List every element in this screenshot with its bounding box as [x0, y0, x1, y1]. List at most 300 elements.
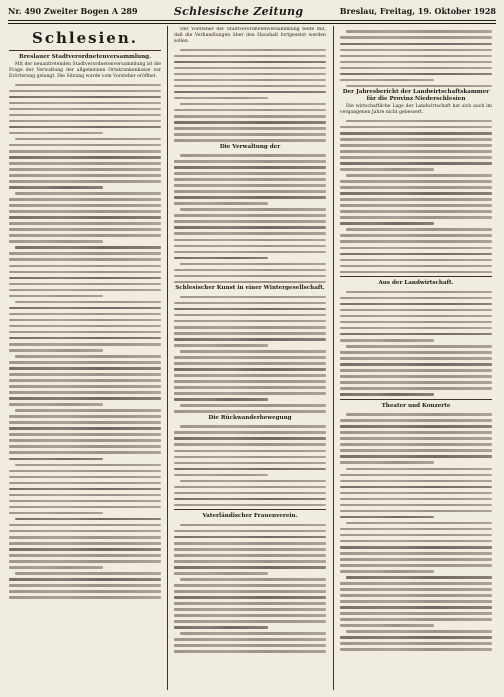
text-line: [174, 344, 268, 347]
text-line: [340, 259, 492, 262]
text-line: [340, 204, 492, 207]
text-line: [174, 530, 326, 533]
text-line: [9, 198, 161, 201]
text-line: [9, 566, 103, 569]
text-line: [9, 578, 161, 581]
text-line: [174, 542, 326, 545]
text-line: [340, 528, 492, 531]
text-line: [180, 296, 326, 299]
text-line: [340, 480, 492, 483]
text-line: [9, 132, 103, 135]
text-line: [174, 468, 326, 471]
text-line: [174, 214, 326, 217]
text-line: [340, 327, 492, 330]
text-line: [174, 443, 326, 446]
text-line: [15, 138, 161, 141]
text-line: [340, 606, 492, 609]
text-line: [340, 144, 492, 147]
text-line: [174, 202, 268, 205]
text-line: [340, 443, 492, 446]
text-line: [180, 632, 326, 635]
column-left: [9, 27, 161, 689]
text-line: [9, 102, 161, 105]
newspaper-title: Schlesische Zeitung: [173, 4, 304, 18]
article-body: [174, 524, 326, 653]
text-line: [340, 351, 492, 354]
article-body: [174, 425, 326, 506]
text-line: [9, 590, 161, 593]
article-lead: Die wirtschaftliche Lage der Landwirtschaft hat sich auch im vergangenen Jahre nicht gebessert.: [340, 104, 492, 116]
text-line: [9, 337, 161, 340]
text-line: [9, 488, 161, 491]
text-line: [9, 506, 161, 509]
text-line: [9, 470, 161, 473]
text-line: [9, 397, 161, 400]
text-line: [174, 392, 326, 395]
text-line: [9, 90, 161, 93]
text-line: [340, 437, 492, 440]
text-line: [9, 458, 103, 461]
text-line: [340, 381, 492, 384]
text-line: [9, 325, 161, 328]
text-line: [9, 222, 161, 225]
text-line: [340, 339, 434, 342]
text-line: [174, 139, 326, 142]
text-line: [340, 425, 492, 428]
text-line: [174, 450, 326, 453]
article-body: [9, 84, 161, 599]
divider: [340, 399, 492, 400]
text-line: [340, 552, 492, 555]
text-line: [174, 332, 326, 335]
text-line: [340, 387, 492, 390]
text-line: [174, 374, 326, 377]
text-line: [340, 486, 492, 489]
text-line: [174, 302, 326, 305]
text-line: [340, 642, 492, 645]
text-line: [9, 108, 161, 111]
text-line: [174, 356, 326, 359]
text-line: [9, 524, 161, 527]
text-line: [174, 172, 326, 175]
text-line: [340, 198, 492, 201]
text-line: [9, 204, 161, 207]
text-line: [180, 425, 326, 428]
text-line: [174, 437, 326, 440]
article-heading: Der Jahresbericht der Landwirtschaftskammer für die Provinz Niederschlesien: [342, 89, 490, 103]
text-line: [9, 542, 161, 545]
text-line: [9, 319, 161, 322]
text-line: [9, 500, 161, 503]
text-line: [174, 608, 326, 611]
text-line: [9, 289, 161, 292]
text-line: [340, 168, 434, 171]
text-line: [174, 380, 326, 383]
text-line: [340, 431, 492, 434]
text-line: [174, 584, 326, 587]
text-line: [340, 455, 492, 458]
text-line: [340, 369, 492, 372]
text-line: [340, 558, 492, 561]
article-body: [340, 291, 492, 396]
article-heading: Theater und Konzerte: [381, 402, 451, 409]
text-line: [9, 403, 103, 406]
text-line: [174, 97, 268, 100]
text-line: [340, 540, 492, 543]
text-line: [9, 271, 161, 274]
text-line: [180, 263, 326, 266]
text-line: [174, 55, 326, 58]
text-line: [180, 49, 326, 52]
text-line: [346, 630, 492, 633]
text-line: [340, 363, 492, 366]
article-heading: Schlesischer Kunst in einer Wintergesellschaft.: [175, 285, 325, 292]
text-line: [174, 386, 326, 389]
text-line: [174, 368, 326, 371]
text-line: [174, 560, 326, 563]
text-line: [340, 79, 434, 82]
text-line: [340, 265, 492, 268]
article-body: [174, 49, 326, 142]
text-line: [340, 138, 492, 141]
text-line: [340, 156, 492, 159]
text-line: [346, 174, 492, 177]
text-line: [174, 504, 326, 507]
article-body: [340, 120, 492, 273]
text-line: [346, 468, 492, 471]
text-line: [174, 269, 326, 272]
text-line: [340, 534, 492, 537]
text-line: [9, 162, 161, 165]
text-line: [9, 216, 161, 219]
text-line: [9, 313, 161, 316]
column-right: [340, 27, 492, 689]
divider: [340, 276, 492, 277]
text-line: [174, 320, 326, 323]
masthead: [8, 3, 496, 19]
text-line: [9, 283, 161, 286]
issue-date: Breslau, Freitag, 19. Oktober 1928: [339, 6, 496, 16]
text-line: [174, 536, 326, 539]
text-line: [346, 576, 492, 579]
text-line: [174, 602, 326, 605]
text-line: [174, 590, 326, 593]
text-line: [9, 156, 161, 159]
text-line: [9, 186, 103, 189]
text-line: [180, 103, 326, 106]
text-line: [9, 277, 161, 280]
text-line: [174, 127, 326, 130]
text-line: [340, 309, 492, 312]
text-line: [346, 85, 492, 88]
text-line: [174, 596, 326, 599]
text-line: [174, 220, 326, 223]
text-line: [340, 504, 492, 507]
text-line: [340, 240, 492, 243]
text-line: [340, 234, 492, 237]
text-line: [9, 228, 161, 231]
text-line: [340, 132, 492, 135]
text-line: [340, 594, 492, 597]
text-line: [15, 246, 161, 249]
text-line: [174, 620, 326, 623]
text-line: [9, 144, 161, 147]
text-line: [174, 178, 326, 181]
text-line: [340, 49, 492, 52]
text-line: [340, 648, 492, 651]
text-line: [340, 516, 434, 519]
text-line: [9, 439, 161, 442]
text-line: [9, 494, 161, 497]
column-divider: [167, 26, 168, 690]
text-line: [9, 536, 161, 539]
text-line: [174, 614, 326, 617]
text-line: [15, 301, 161, 304]
text-line: [9, 482, 161, 485]
text-line: [9, 433, 161, 436]
text-line: [340, 186, 492, 189]
text-line: [9, 427, 161, 430]
text-line: [346, 522, 492, 525]
text-line: [174, 626, 268, 629]
masthead-rule: [8, 20, 496, 21]
text-line: [174, 257, 268, 260]
text-line: [9, 554, 161, 557]
text-line: [340, 247, 492, 250]
text-line: [340, 192, 492, 195]
text-line: [174, 160, 326, 163]
article-body: [340, 30, 492, 87]
text-line: [9, 512, 103, 515]
text-line: [340, 510, 492, 513]
text-line: [174, 73, 326, 76]
column-middle: [174, 27, 326, 689]
article-heading: Die Rückwanderbewegung: [208, 414, 292, 421]
text-line: [346, 291, 492, 294]
text-line: [174, 498, 326, 501]
text-line: [9, 530, 161, 533]
text-line: [340, 297, 492, 300]
article-body: [340, 413, 492, 651]
text-line: [340, 321, 492, 324]
text-line: [180, 350, 326, 353]
text-line: [9, 210, 161, 213]
text-line: [340, 419, 492, 422]
text-line: [9, 373, 161, 376]
text-line: [9, 295, 103, 298]
text-line: [9, 307, 161, 310]
text-line: [9, 331, 161, 334]
text-line: [340, 210, 492, 213]
text-line: [340, 216, 492, 219]
text-line: [340, 271, 492, 274]
text-line: [9, 584, 161, 587]
text-line: [340, 73, 492, 76]
text-line: [174, 314, 326, 317]
text-line: [174, 474, 268, 477]
text-line: [174, 572, 268, 575]
text-line: [9, 445, 161, 448]
text-line: [340, 36, 492, 39]
article-heading: Vaterländischer Frauenverein.: [202, 513, 298, 520]
text-line: [346, 413, 492, 416]
text-line: [174, 275, 326, 278]
text-line: [9, 258, 161, 261]
text-line: [9, 180, 161, 183]
text-line: [174, 115, 326, 118]
text-line: [174, 281, 326, 284]
article-lead: Mit der neuantretenden Stadtverordnetenversammlung ist die Frage der Verwaltung der allgemeinen Ortskrankenkasse zur Erörterung gelangt. Die Sitzung wurde vom Vorsteher eröffnet.: [9, 62, 161, 80]
text-line: [340, 393, 434, 396]
text-line: [174, 566, 326, 569]
text-line: [180, 524, 326, 527]
text-line: [9, 126, 161, 129]
text-line: [9, 548, 161, 551]
text-line: [174, 85, 326, 88]
text-line: [9, 385, 161, 388]
text-line: [346, 30, 492, 33]
text-line: [174, 492, 326, 495]
text-line: [340, 150, 492, 153]
text-line: [9, 349, 103, 352]
text-line: [9, 234, 161, 237]
text-line: [174, 251, 326, 254]
text-line: [174, 462, 326, 465]
text-line: [180, 154, 326, 157]
text-line: [340, 474, 492, 477]
article-heading: Die Verwaltung der: [219, 143, 281, 150]
text-line: [9, 391, 161, 394]
text-line: [15, 84, 161, 87]
text-line: [174, 190, 326, 193]
text-line: [180, 480, 326, 483]
text-line: [346, 345, 492, 348]
masthead-rule-thin: [8, 23, 496, 24]
text-line: [180, 208, 326, 211]
text-line: [9, 421, 161, 424]
text-line: [9, 240, 103, 243]
text-line: [340, 600, 492, 603]
text-line: [340, 498, 492, 501]
text-line: [174, 308, 326, 311]
text-line: [174, 456, 326, 459]
text-line: [15, 464, 161, 467]
text-line: [180, 578, 326, 581]
text-line: [346, 120, 492, 123]
text-line: [340, 55, 492, 58]
text-line: [15, 355, 161, 358]
text-line: [9, 343, 161, 346]
text-line: [174, 410, 326, 413]
article-lead: Der Vorsteher der Stadtverordnetenversammlung teilte mit, daß die Verhandlungen über den Haushalt fortgesetzt werden sollen.: [174, 27, 326, 45]
text-line: [174, 431, 326, 434]
text-line: [340, 303, 492, 306]
text-line: [340, 449, 492, 452]
text-line: [346, 228, 492, 231]
text-line: [174, 245, 326, 248]
text-line: [340, 624, 434, 627]
text-line: [340, 618, 492, 621]
text-line: [340, 333, 492, 336]
text-line: [340, 375, 492, 378]
text-line: [15, 409, 161, 412]
text-line: [180, 404, 326, 407]
text-line: [174, 486, 326, 489]
column-divider: [333, 26, 334, 690]
text-line: [340, 582, 492, 585]
text-line: [15, 572, 161, 575]
text-line: [9, 174, 161, 177]
text-line: [9, 451, 161, 454]
text-line: [340, 180, 492, 183]
divider: [9, 50, 161, 51]
text-line: [340, 61, 492, 64]
text-line: [174, 121, 326, 124]
text-line: [174, 638, 326, 641]
text-line: [340, 43, 492, 46]
text-line: [174, 79, 326, 82]
text-line: [9, 252, 161, 255]
text-line: [340, 612, 492, 615]
text-line: [340, 461, 434, 464]
text-line: [9, 379, 161, 382]
text-line: [174, 338, 326, 341]
text-line: [9, 415, 161, 418]
text-line: [15, 192, 161, 195]
text-line: [340, 162, 492, 165]
text-line: [174, 196, 326, 199]
text-line: [340, 546, 492, 549]
text-line: [340, 67, 492, 70]
text-line: [340, 222, 434, 225]
issue-number: Nr. 490 Zweiter Bogen A 289: [8, 6, 138, 16]
text-line: [174, 239, 326, 242]
text-line: [174, 109, 326, 112]
article-body: [174, 154, 326, 283]
text-line: [9, 476, 161, 479]
text-line: [174, 91, 326, 94]
text-line: [15, 518, 161, 521]
text-line: [9, 120, 161, 123]
text-line: [340, 126, 492, 129]
text-line: [340, 570, 434, 573]
text-line: [9, 96, 161, 99]
text-line: [174, 650, 326, 653]
text-line: [340, 315, 492, 318]
divider: [174, 509, 326, 510]
text-line: [340, 492, 492, 495]
text-line: [174, 61, 326, 64]
text-line: [9, 361, 161, 364]
article-heading: Breslauer Stadtverordnetenversammlung.: [18, 54, 152, 60]
text-line: [340, 564, 492, 567]
text-line: [340, 357, 492, 360]
text-line: [174, 67, 326, 70]
text-line: [174, 184, 326, 187]
text-line: [174, 232, 326, 235]
text-line: [9, 560, 161, 563]
text-line: [340, 588, 492, 591]
text-line: [174, 554, 326, 557]
text-line: [340, 636, 492, 639]
text-line: [9, 168, 161, 171]
text-line: [9, 596, 161, 599]
text-line: [174, 548, 326, 551]
text-line: [9, 114, 161, 117]
article-heading: Aus der Landwirtschaft.: [378, 280, 454, 287]
text-line: [9, 367, 161, 370]
text-line: [174, 398, 268, 401]
